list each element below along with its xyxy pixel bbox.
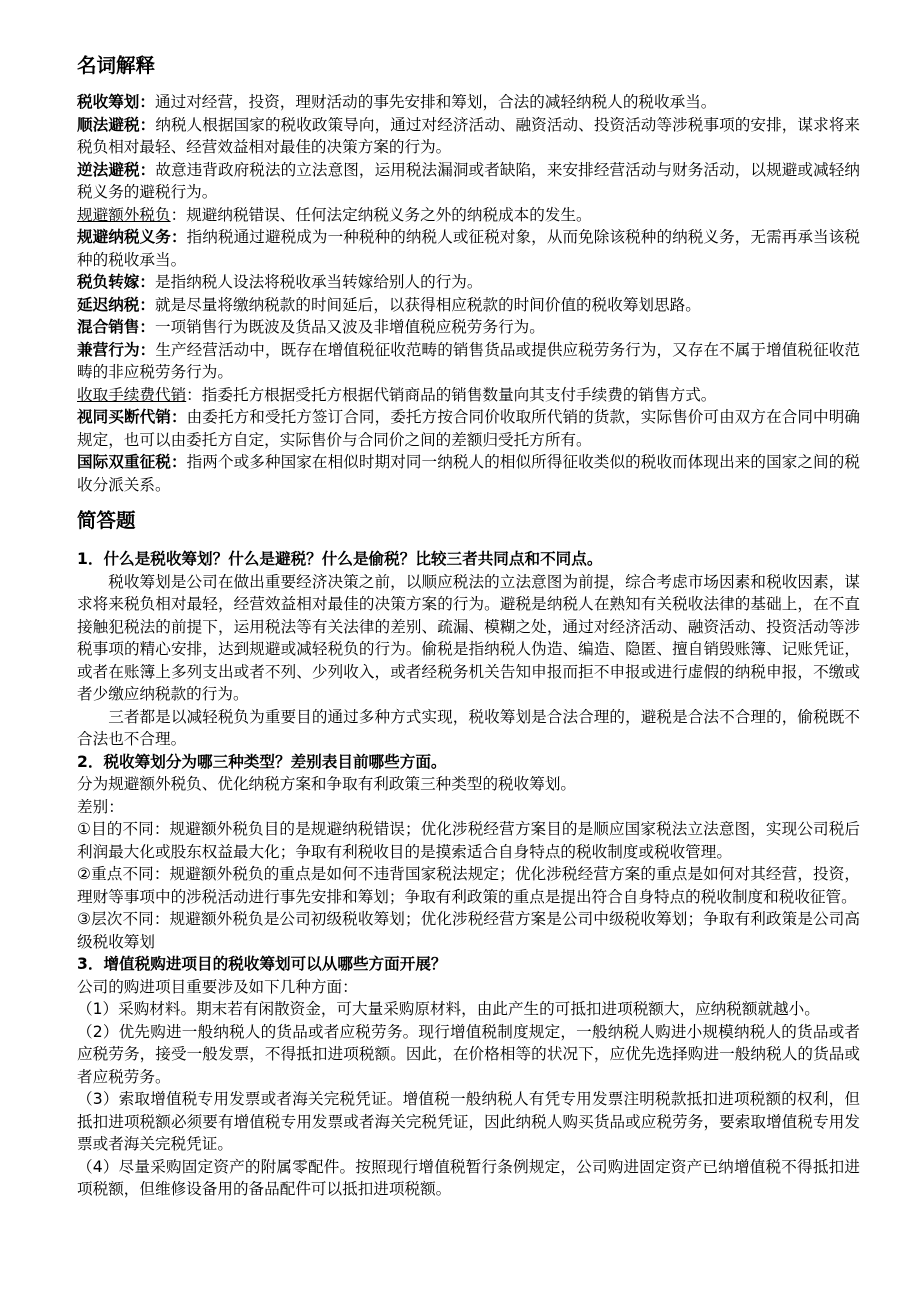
term-separator: ： bbox=[139, 340, 156, 359]
term-entry bbox=[77, 226, 860, 271]
term-separator: ： bbox=[139, 295, 155, 314]
term-separator: ： bbox=[170, 205, 187, 224]
term-label: 国际双重征税 bbox=[77, 453, 171, 471]
term-definition: 就是尽量将缴纳税款的时间延后，以获得相应税款的时间价值的税收筹划思路。 bbox=[155, 295, 701, 314]
term-label: 延迟纳税 bbox=[77, 295, 140, 314]
answer-paragraph: ②重点不同：规避额外税负的重点是如何不违背国家税法规定；优化涉税经营方案的重点是如何对其经营，投资，理财等事项中的涉税活动进行事先安排和筹划；争取有利政策的重点是提出符合自身特点的税收制度和税收征管。 bbox=[77, 865, 860, 906]
section-heading-questions: 简答题 bbox=[77, 509, 136, 532]
term-definition: 一项销售行为既波及货品又波及非增值税应税劳务行为。 bbox=[155, 318, 545, 336]
question-title: 1．什么是税收筹划？什么是避税？什么是偷税？比较三者共同点和不同点。 bbox=[77, 550, 603, 568]
term-entry bbox=[77, 91, 860, 114]
answer-paragraph: ①目的不同：规避额外税负目的是规避纳税错误；优化涉税经营方案目的是顺应国家税法立法意图，实现公司税后利润最大化或股东权益最大化；争取有利税收目的是摸索适合自身特点的税收制度或税收管理。 bbox=[77, 820, 860, 861]
term-label: 混合销售 bbox=[77, 318, 140, 336]
term-definition: 由委托方和受托方签订合同，委托方按合同价收取所代销的货款，实际售价可由双方在合同中明确规定，也可以由委托方自定，实际售价与合同价之间的差额归受托方所有。 bbox=[77, 408, 860, 449]
term-separator: ： bbox=[186, 385, 202, 404]
term-entry bbox=[77, 114, 860, 159]
question-3 bbox=[77, 953, 860, 1201]
term-definition: 生产经营活动中，既存在增值税征收范畴的销售货品或提供应税劳务行为，又存在不属于增值税征收范畴的非应税劳务行为。 bbox=[77, 340, 860, 381]
question-1 bbox=[77, 548, 860, 751]
answer-paragraph: 分为规避额外税负、优化纳税方案和争取有利政策三种类型的税收筹划。 bbox=[77, 775, 577, 793]
term-separator: ： bbox=[170, 453, 187, 471]
term-definition: 指纳税通过避税成为一种税种的纳税人或征税对象，从而免除该税种的纳税义务，无需再承当该税种的税收承当。 bbox=[77, 228, 860, 269]
answer-paragraph: （3）索取增值税专用发票或者海关完税凭证。增值税一般纳税人有凭专用发票注明税款抵扣进项税额的权利，但抵扣进项税额必须要有增值税专用发票或者海关完税凭证，因此纳税人购买货品或应税劳务，要索取增值税专用发票或者海关完税凭证。 bbox=[77, 1090, 860, 1153]
term-label: 兼营行为 bbox=[77, 340, 140, 359]
term-definition: 规避纳税错误、任何法定纳税义务之外的纳税成本的发生。 bbox=[186, 205, 592, 224]
term-entry bbox=[77, 204, 860, 227]
answer-paragraph: ③层次不同：规避额外税负是公司初级税收筹划；优化涉税经营方案是公司中级税收筹划；争取有利政策是公司高级税收筹划 bbox=[77, 910, 860, 951]
question-2 bbox=[77, 751, 860, 954]
term-label: 规避纳税义务 bbox=[77, 228, 171, 246]
term-separator: ： bbox=[139, 93, 155, 111]
answer-paragraph: 差别： bbox=[77, 797, 124, 816]
term-label: 视同买断代销 bbox=[77, 408, 171, 426]
term-separator: ： bbox=[139, 318, 155, 336]
term-entry bbox=[77, 159, 860, 204]
term-entry bbox=[77, 384, 860, 407]
answer-paragraph: （4）尽量采购固定资产的附属零配件。按照现行增值税暂行条例规定，公司购进固定资产已纳增值税不得抵扣进项税额，但维修设备用的备品配件可以抵扣进项税额。 bbox=[77, 1157, 860, 1198]
section-heading-terms: 名词解释 bbox=[77, 54, 156, 77]
term-entry bbox=[77, 316, 860, 339]
answer-paragraph: （2）优先购进一般纳税人的货品或者应税劳务。现行增值税制度规定，一般纳税人购进小规模纳税人的货品或者应税劳务，接受一般发票，不得抵扣进项税额。因此，在价格相等的状况下，应优先选择购进一般纳税人的货品或者应税劳务。 bbox=[77, 1022, 860, 1086]
term-definition: 纳税人根据国家的税收政策导向，通过对经济活动、融资活动、投资活动等涉税事项的安排，谋求将来税负相对最轻、经营效益相对最佳的决策方案的行为。 bbox=[77, 115, 860, 156]
term-label: 税收筹划 bbox=[77, 93, 140, 111]
term-definition: 指两个或多种国家在相似时期对同一纳税人的相似所得征收类似的税收而体现出来的国家之间的税收分派关系。 bbox=[77, 453, 860, 494]
answer-paragraph: 税收筹划是公司在做出重要经济决策之前，以顺应税法的立法意图为前提，综合考虑市场因素和税收因素，谋求将来税负相对最轻，经营效益相对最佳的决策方案的行为。避税是纳税人在熟知有关税收法律的基础上，在不直接触犯税法的前提下，运用税法等有关法律的差别、疏漏、模糊之处，通过对经济活动、融资活动、投资活动等涉税事项的精心安排，达到规避或减轻税负的行为。偷税是指纳税人伪造、编造、隐匿、擅自销毁账簿、记账凭证，或者在账簿上多列支出或者不列、少列收入，或者经税务机关告知申报而拒不申报或进行虚假的纳税申报，不缴或者少缴应纳税款的行为。 bbox=[77, 572, 860, 703]
term-separator: ： bbox=[139, 273, 155, 291]
term-label: 税负转嫁 bbox=[77, 273, 140, 291]
answer-paragraph: 三者都是以减轻税负为重要目的通过多种方式实现，税收筹划是合法合理的，避税是合法不合理的，偷税既不合法也不合理。 bbox=[77, 707, 860, 748]
term-entry bbox=[77, 451, 860, 496]
term-separator: ： bbox=[170, 228, 187, 246]
term-definition: 是指纳税人设法将税收承当转嫁给别人的行为。 bbox=[155, 273, 483, 291]
term-label: 规避额外税负 bbox=[77, 205, 171, 224]
term-entry bbox=[77, 406, 860, 451]
term-label: 收取手续费代销 bbox=[77, 385, 187, 404]
term-separator: ： bbox=[139, 115, 156, 134]
term-label: 逆法避税 bbox=[77, 160, 140, 179]
answer-paragraph: （1）采购材料。期末若有闲散资金，可大量采购原材料，由此产生的可抵扣进项税额大，应纳税额就越小。 bbox=[77, 1000, 820, 1018]
term-entry bbox=[77, 271, 860, 294]
term-separator: ： bbox=[139, 160, 156, 179]
term-definition: 故意违背政府税法的立法意图，运用税法漏洞或者缺陷，来安排经营活动与财务活动，以规避或减轻纳税义务的避税行为。 bbox=[77, 160, 860, 201]
term-entry bbox=[77, 339, 860, 384]
term-entry bbox=[77, 294, 860, 317]
term-label: 顺法避税 bbox=[77, 115, 140, 134]
term-definition: 指委托方根据受托方根据代销商品的销售数量向其支付手续费的销售方式。 bbox=[201, 385, 717, 404]
term-definition: 通过对经营，投资，理财活动的事先安排和筹划，合法的减轻纳税人的税收承当。 bbox=[155, 93, 717, 111]
answer-paragraph: 公司的购进项目重要涉及如下几种方面： bbox=[77, 977, 358, 996]
question-title: 2．税收筹划分为哪三种类型？差别表目前哪些方面。 bbox=[77, 752, 447, 771]
term-list bbox=[77, 91, 860, 496]
term-separator: ： bbox=[170, 408, 187, 426]
question-title: 3．增值税购进项目的税收筹划可以从哪些方面开展？ bbox=[77, 955, 447, 973]
